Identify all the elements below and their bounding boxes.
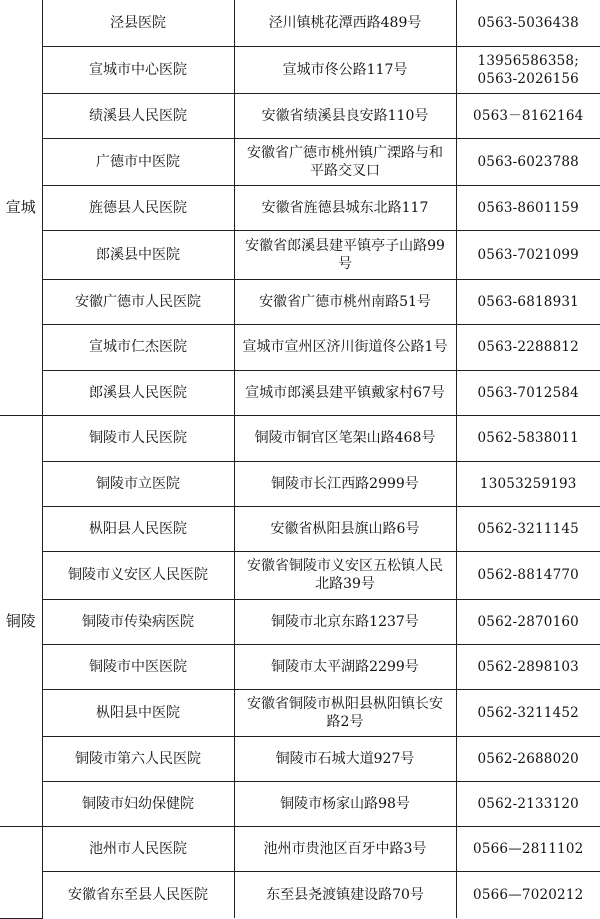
- hospital-name-cell: 铜陵市传染病医院: [42, 599, 234, 644]
- hospital-name-cell: 铜陵市中医医院: [42, 644, 234, 689]
- phone-cell: 0563-6818931: [456, 279, 600, 324]
- phone-cell: 0563－8162164: [456, 93, 600, 138]
- address-cell: 泾川镇桃花潭西路489号: [234, 0, 456, 46]
- region-cell: [0, 826, 42, 918]
- hospital-name-cell: 宣城市中心医院: [42, 46, 234, 93]
- phone-cell: 0562-2688020: [456, 736, 600, 781]
- table-row: [0, 551, 600, 599]
- address-cell: 安徽省旌德县城东北路117: [234, 185, 456, 230]
- hospital-name-cell: 铜陵市妇幼保健院: [42, 781, 234, 826]
- table-row: [0, 279, 600, 324]
- phone-cell: 0563-7012584: [456, 370, 600, 415]
- address-cell: 安徽省广德市桃州镇广溧路与和平路交叉口: [234, 138, 456, 185]
- address-cell: 安徽省广德市桃州南路51号: [234, 279, 456, 324]
- address-cell: 铜陵市铜官区笔架山路468号: [234, 415, 456, 461]
- address-cell: 铜陵市北京东路1237号: [234, 599, 456, 644]
- address-cell: 铜陵市长江西路2999号: [234, 461, 456, 506]
- table-row: [0, 871, 600, 918]
- phone-cell: 0562-2870160: [456, 599, 600, 644]
- table-row: [0, 689, 600, 736]
- hospital-name-cell: 安徽广德市人民医院: [42, 279, 234, 324]
- phone-cell: 0562-2133120: [456, 781, 600, 826]
- address-cell: 铜陵市杨家山路98号: [234, 781, 456, 826]
- hospital-name-cell: 旌德县人民医院: [42, 185, 234, 230]
- address-cell: 宣城市佟公路117号: [234, 46, 456, 93]
- phone-cell: 0562-2898103: [456, 644, 600, 689]
- address-cell: 安徽省铜陵市义安区五松镇人民北路39号: [234, 551, 456, 599]
- table-row: [0, 781, 600, 826]
- table-row: [0, 461, 600, 506]
- table-row: [0, 324, 600, 370]
- address-cell: 宣城市宣州区济川街道佟公路1号: [234, 324, 456, 370]
- table-row: [0, 93, 600, 138]
- table-row: [0, 230, 600, 279]
- table-row: [0, 415, 600, 461]
- hospital-name-cell: 宣城市仁杰医院: [42, 324, 234, 370]
- phone-cell: 0563-2288812: [456, 324, 600, 370]
- phone-cell: 0563-5036438: [456, 0, 600, 46]
- phone-cell: 13956586358; 0563-2026156: [456, 46, 600, 93]
- hospital-name-cell: 枞阳县人民医院: [42, 506, 234, 551]
- hospital-name-cell: 绩溪县人民医院: [42, 93, 234, 138]
- phone-cell: 0562-3211452: [456, 689, 600, 736]
- phone-cell: 0566—7020212: [456, 871, 600, 918]
- phone-cell: 0562-5838011: [456, 415, 600, 461]
- hospital-name-cell: 铜陵市义安区人民医院: [42, 551, 234, 599]
- table-row: [0, 599, 600, 644]
- phone-cell: 0563-7021099: [456, 230, 600, 279]
- hospital-name-cell: 枞阳县中医院: [42, 689, 234, 736]
- hospital-name-cell: 铜陵市立医院: [42, 461, 234, 506]
- address-cell: 安徽省绩溪县良安路110号: [234, 93, 456, 138]
- table-row: [0, 370, 600, 415]
- address-cell: 安徽省郎溪县建平镇亭子山路99号: [234, 230, 456, 279]
- table-row: [0, 506, 600, 551]
- address-cell: 宣城市郎溪县建平镇戴家村67号: [234, 370, 456, 415]
- table-row: [0, 0, 600, 46]
- address-cell: 铜陵市石城大道927号: [234, 736, 456, 781]
- table-row: [0, 826, 600, 871]
- address-cell: 池州市贵池区百牙中路3号: [234, 826, 456, 871]
- address-cell: 铜陵市太平湖路2299号: [234, 644, 456, 689]
- table-row: [0, 46, 600, 93]
- phone-cell: 0563-6023788: [456, 138, 600, 185]
- hospital-name-cell: 泾县医院: [42, 0, 234, 46]
- table-row: [0, 644, 600, 689]
- phone-cell: 13053259193: [456, 461, 600, 506]
- hospital-name-cell: 铜陵市人民医院: [42, 415, 234, 461]
- phone-cell: 0566—2811102: [456, 826, 600, 871]
- phone-cell: 0562-8814770: [456, 551, 600, 599]
- phone-cell: 0562-3211145: [456, 506, 600, 551]
- region-cell: 铜陵: [0, 415, 42, 826]
- hospital-name-cell: 池州市人民医院: [42, 826, 234, 871]
- address-cell: 安徽省枞阳县旗山路6号: [234, 506, 456, 551]
- hospital-name-cell: 安徽省东至县人民医院: [42, 871, 234, 918]
- table-row: [0, 138, 600, 185]
- address-cell: 东至县尧渡镇建设路70号: [234, 871, 456, 918]
- address-cell: 安徽省铜陵市枞阳县枞阳镇长安路2号: [234, 689, 456, 736]
- hospital-name-cell: 郎溪县人民医院: [42, 370, 234, 415]
- table-row: [0, 736, 600, 781]
- table-row: [0, 185, 600, 230]
- phone-cell: 0563-8601159: [456, 185, 600, 230]
- hospital-name-cell: 铜陵市第六人民医院: [42, 736, 234, 781]
- hospital-name-cell: 广德市中医院: [42, 138, 234, 185]
- hospital-name-cell: 郎溪县中医院: [42, 230, 234, 279]
- region-cell: 宣城: [0, 0, 42, 415]
